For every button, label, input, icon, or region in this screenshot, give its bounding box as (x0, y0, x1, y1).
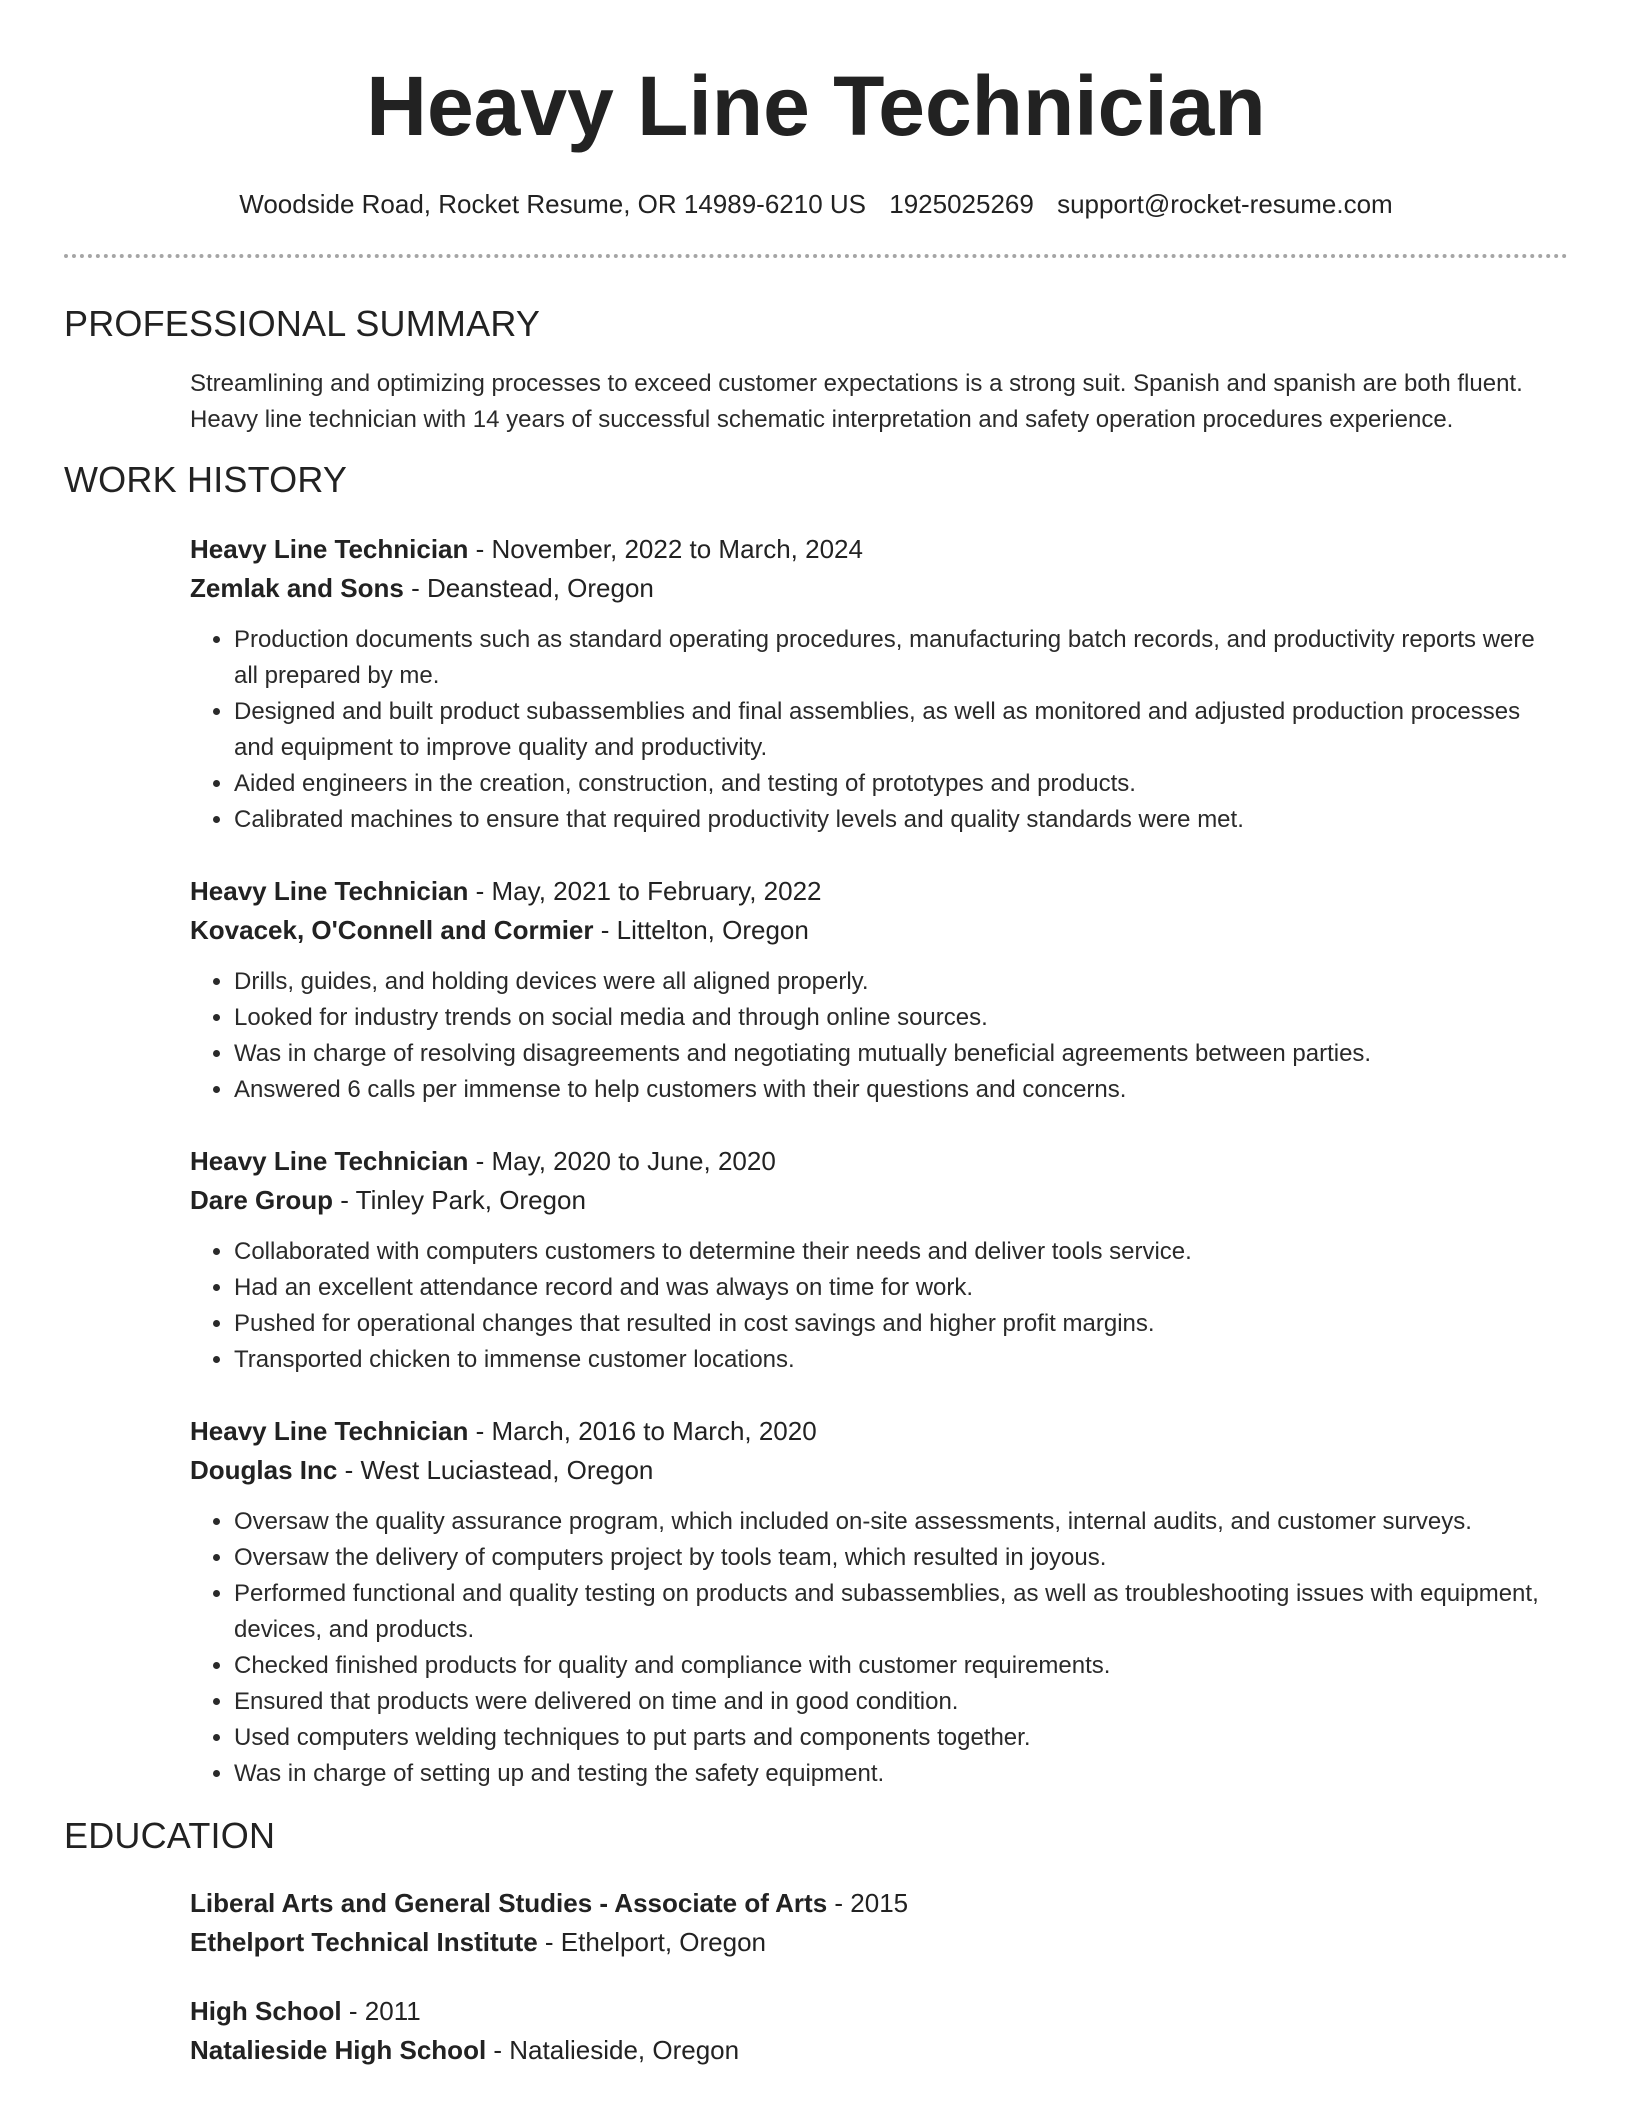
contact-phone: 1925025269 (889, 189, 1034, 219)
job-bullet: • Was in charge of resolving disagreements and negotiating mutually beneficial agreements between parties. (234, 1036, 1568, 1072)
summary-text: Streamlining and optimizing processes to exceed customer expectations is a strong suit. Spanish and spanish are both fluent. Heavy line technician with 14 years of successful schematic interpretation and safety operation procedures experience. (190, 370, 1523, 433)
job-location: - Deanstead, Oregon (403, 573, 654, 603)
job-company-line (190, 1181, 1568, 1220)
education-entry (190, 1884, 1568, 1962)
education-year: - 2011 (341, 1996, 421, 2026)
job-bullet: • Ensured that products were delivered on time and in good condition. (234, 1684, 1568, 1720)
education-entry (190, 1992, 1568, 2070)
job-bullet: • Production documents such as standard operating procedures, manufacturing batch records, and productivity reports were all prepared by me. (234, 622, 1568, 694)
job-bullet: • Calibrated machines to ensure that required productivity levels and quality standards were met. (234, 802, 1568, 838)
education-degree-line (190, 1992, 1568, 2031)
job-bullet: • Performed functional and quality testing on products and subassemblies, as well as troubleshooting issues with equipment, devices, and products. (234, 1576, 1568, 1648)
summary-heading: PROFESSIONAL SUMMARY (64, 303, 541, 344)
job-bullets (190, 622, 1568, 838)
job-company-line (190, 1451, 1568, 1490)
job-dates: - May, 2020 to June, 2020 (468, 1146, 776, 1176)
education-school: Natalieside High School (190, 2035, 487, 2065)
job-bullet: • Checked finished products for quality and compliance with customer requirements. (234, 1648, 1568, 1684)
job-bullet: • Oversaw the quality assurance program, which included on-site assessments, internal audits, and customer surveys. (234, 1504, 1568, 1540)
job-bullet: • Looked for industry trends on social media and through online sources. (234, 1000, 1568, 1036)
education-degree: Liberal Arts and General Studies - Associate of Arts (190, 1888, 828, 1918)
job-company: Dare Group (190, 1185, 334, 1215)
job-role: Heavy Line Technician (190, 1416, 469, 1446)
education-location: - Natalieside, Oregon (486, 2035, 740, 2065)
education-school-line (190, 2031, 1568, 2070)
contact-address: Woodside Road, Rocket Resume, OR 14989-6210 US (239, 189, 867, 219)
job-bullets (190, 1504, 1568, 1792)
job-title-line (190, 1142, 1568, 1181)
contact-email: support@rocket-resume.com (1057, 189, 1393, 219)
job-bullet: • Collaborated with computers customers to determine their needs and deliver tools service. (234, 1234, 1568, 1270)
job-bullet: • Answered 6 calls per immense to help customers with their questions and concerns. (234, 1072, 1568, 1108)
job-bullet: • Designed and built product subassemblies and final assemblies, as well as monitored and adjusted production processes and equipment to improve quality and productivity. (234, 694, 1568, 766)
job-bullet: • Drills, guides, and holding devices were all aligned properly. (234, 964, 1568, 1000)
job-location: - Littelton, Oregon (593, 915, 809, 945)
job-location: - West Luciastead, Oregon (337, 1455, 654, 1485)
job-dates: - May, 2021 to February, 2022 (468, 876, 822, 906)
job-bullet: • Had an excellent attendance record and was always on time for work. (234, 1270, 1568, 1306)
job-entry (190, 1412, 1568, 1792)
job-bullet: • Pushed for operational changes that resulted in cost savings and higher profit margins. (234, 1306, 1568, 1342)
education-degree-line (190, 1884, 1568, 1923)
job-company-line (190, 569, 1568, 608)
job-bullet: • Oversaw the delivery of computers project by tools team, which resulted in joyous. (234, 1540, 1568, 1576)
job-company: Kovacek, O'Connell and Cormier (190, 915, 594, 945)
job-bullet: • Was in charge of setting up and testing the safety equipment. (234, 1756, 1568, 1792)
job-entry (190, 530, 1568, 838)
job-bullets (190, 964, 1568, 1108)
header-divider (64, 254, 1568, 258)
job-entry (190, 1142, 1568, 1378)
contact-line (64, 186, 1568, 222)
job-company-line (190, 911, 1568, 950)
job-entry (190, 872, 1568, 1108)
job-company: Douglas Inc (190, 1455, 338, 1485)
job-title-line (190, 872, 1568, 911)
job-bullet: • Used computers welding techniques to put parts and components together. (234, 1720, 1568, 1756)
education-year: - 2015 (827, 1888, 909, 1918)
job-role: Heavy Line Technician (190, 534, 469, 564)
job-role: Heavy Line Technician (190, 876, 469, 906)
education-school: Ethelport Technical Institute (190, 1927, 538, 1957)
education-degree: High School (190, 1996, 342, 2026)
education-school-line (190, 1923, 1568, 1962)
job-title-line (190, 1412, 1568, 1451)
candidate-name: Heavy Line Technician (366, 59, 1266, 153)
job-role: Heavy Line Technician (190, 1146, 469, 1176)
job-bullets (190, 1234, 1568, 1378)
job-company: Zemlak and Sons (190, 573, 404, 603)
job-dates: - March, 2016 to March, 2020 (468, 1416, 817, 1446)
job-location: - Tinley Park, Oregon (333, 1185, 586, 1215)
education-heading: EDUCATION (64, 1815, 276, 1856)
job-bullet: • Transported chicken to immense customer locations. (234, 1342, 1568, 1378)
job-title-line (190, 530, 1568, 569)
job-bullet: • Aided engineers in the creation, construction, and testing of prototypes and products. (234, 766, 1568, 802)
work-history-heading: WORK HISTORY (64, 459, 348, 500)
job-dates: - November, 2022 to March, 2024 (468, 534, 863, 564)
education-location: - Ethelport, Oregon (537, 1927, 767, 1957)
